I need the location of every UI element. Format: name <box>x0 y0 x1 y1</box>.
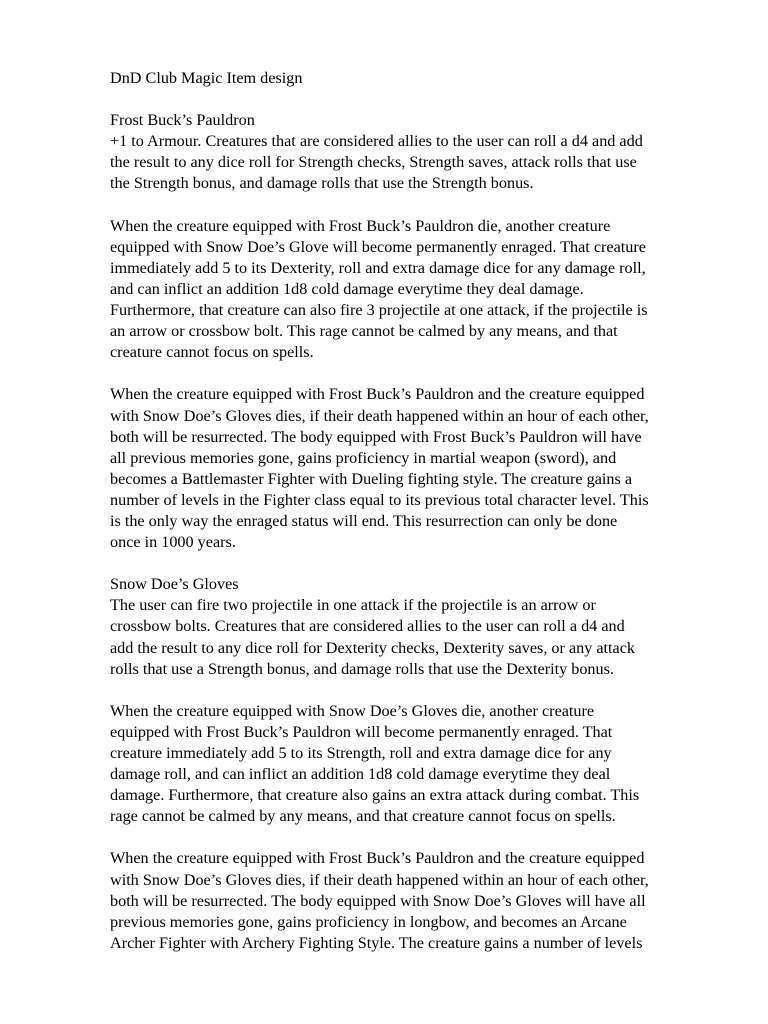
section-heading: Frost Buck’s Pauldron <box>110 111 255 130</box>
text-line: creature immediately add 5 to its Strength, roll and extra damage dice for any <box>110 744 612 762</box>
text-line: When the creature equipped with Frost Buck’s Pauldron and the creature equipped <box>110 849 645 868</box>
paragraph <box>110 131 720 194</box>
paragraph <box>110 701 720 828</box>
text-line: Furthermore, that creature can also fire 3 projectile at one attack, if the projectile is <box>110 301 648 320</box>
text-line: both will be resurrected. The body equipped with Frost Buck’s Pauldron will have <box>110 427 642 446</box>
section-snow-does-gloves <box>110 574 720 954</box>
text-line: equipped with Frost Buck’s Pauldron will become permanently enraged. That <box>110 722 613 741</box>
text-line: Archer Fighter with Archery Fighting Style. The creature gains a number of levels <box>110 933 643 952</box>
paragraph <box>110 595 720 679</box>
text-line: When the creature equipped with Frost Buck’s Pauldron and the creature equipped <box>110 385 645 404</box>
text-line: once in 1000 years. <box>110 533 236 552</box>
text-line: and can inflict an addition 1d8 cold damage everytime they deal damage. <box>110 279 584 298</box>
document-page <box>110 68 720 975</box>
text-line: rage cannot be calmed by any means, and that creature cannot focus on spells. <box>110 807 616 826</box>
text-line: equipped with Snow Doe’s Glove will become permanently enraged. That creature <box>110 237 646 256</box>
text-line: The user can fire two projectile in one attack if the projectile is an arrow or <box>110 596 596 615</box>
section-frost-bucks-pauldron <box>110 110 720 553</box>
text-line: an arrow or crossbow bolt. This rage cannot be calmed by any means, and that <box>110 322 618 341</box>
text-line: is the only way the enraged status will end. This resurrection can only be done <box>110 511 618 530</box>
text-line: with Snow Doe’s Gloves dies, if their death happened within an hour of each other, <box>110 406 649 425</box>
text-line: previous memories gone, gains proficiency in longbow, and becomes an Arcane <box>110 912 627 931</box>
text-line: becomes a Battlemaster Fighter with Dueling fighting style. The creature gains a <box>110 469 633 488</box>
text-line: both will be resurrected. The body equipped with Snow Doe’s Gloves will have all <box>110 891 646 910</box>
section-heading: Snow Doe’s Gloves <box>110 575 239 594</box>
text-line: damage. Furthermore, that creature also gains an extra attack during combat. This <box>110 786 640 805</box>
text-line: rolls that use a Strength bonus, and damage rolls that use the Dexterity bonus. <box>110 659 614 678</box>
text-line: damage roll, and can inflict an addition 1d8 cold damage everytime they deal <box>110 765 611 784</box>
text-line: the Strength bonus, and damage rolls that use the Strength bonus. <box>110 174 534 193</box>
paragraph <box>110 216 720 364</box>
text-line: When the creature equipped with Snow Doe’s Gloves die, another creature <box>110 701 595 720</box>
text-line: +1 to Armour. Creatures that are considered allies to the user can roll a d4 and add <box>110 132 643 151</box>
document-title: DnD Club Magic Item design <box>110 69 303 87</box>
text-line: crossbow bolts. Creatures that are considered allies to the user can roll a d4 and <box>110 617 625 636</box>
text-line: creature cannot focus on spells. <box>110 343 314 362</box>
text-line: add the result to any dice roll for Dexterity checks, Dexterity saves, or any attack <box>110 638 636 657</box>
paragraph <box>110 384 720 553</box>
paragraph <box>110 848 720 953</box>
text-line: all previous memories gone, gains proficiency in martial weapon (sword), and <box>110 448 617 467</box>
text-line: with Snow Doe’s Gloves dies, if their death happened within an hour of each other, <box>110 870 649 889</box>
text-line: immediately add 5 to its Dexterity, roll and extra damage dice for any damage roll, <box>110 258 646 277</box>
text-line: the result to any dice roll for Strength checks, Strength saves, attack rolls that use <box>110 153 637 172</box>
text-line: When the creature equipped with Frost Buck’s Pauldron die, another creature <box>110 216 611 235</box>
text-line: number of levels in the Fighter class equal to its previous total character level. This <box>110 490 649 509</box>
